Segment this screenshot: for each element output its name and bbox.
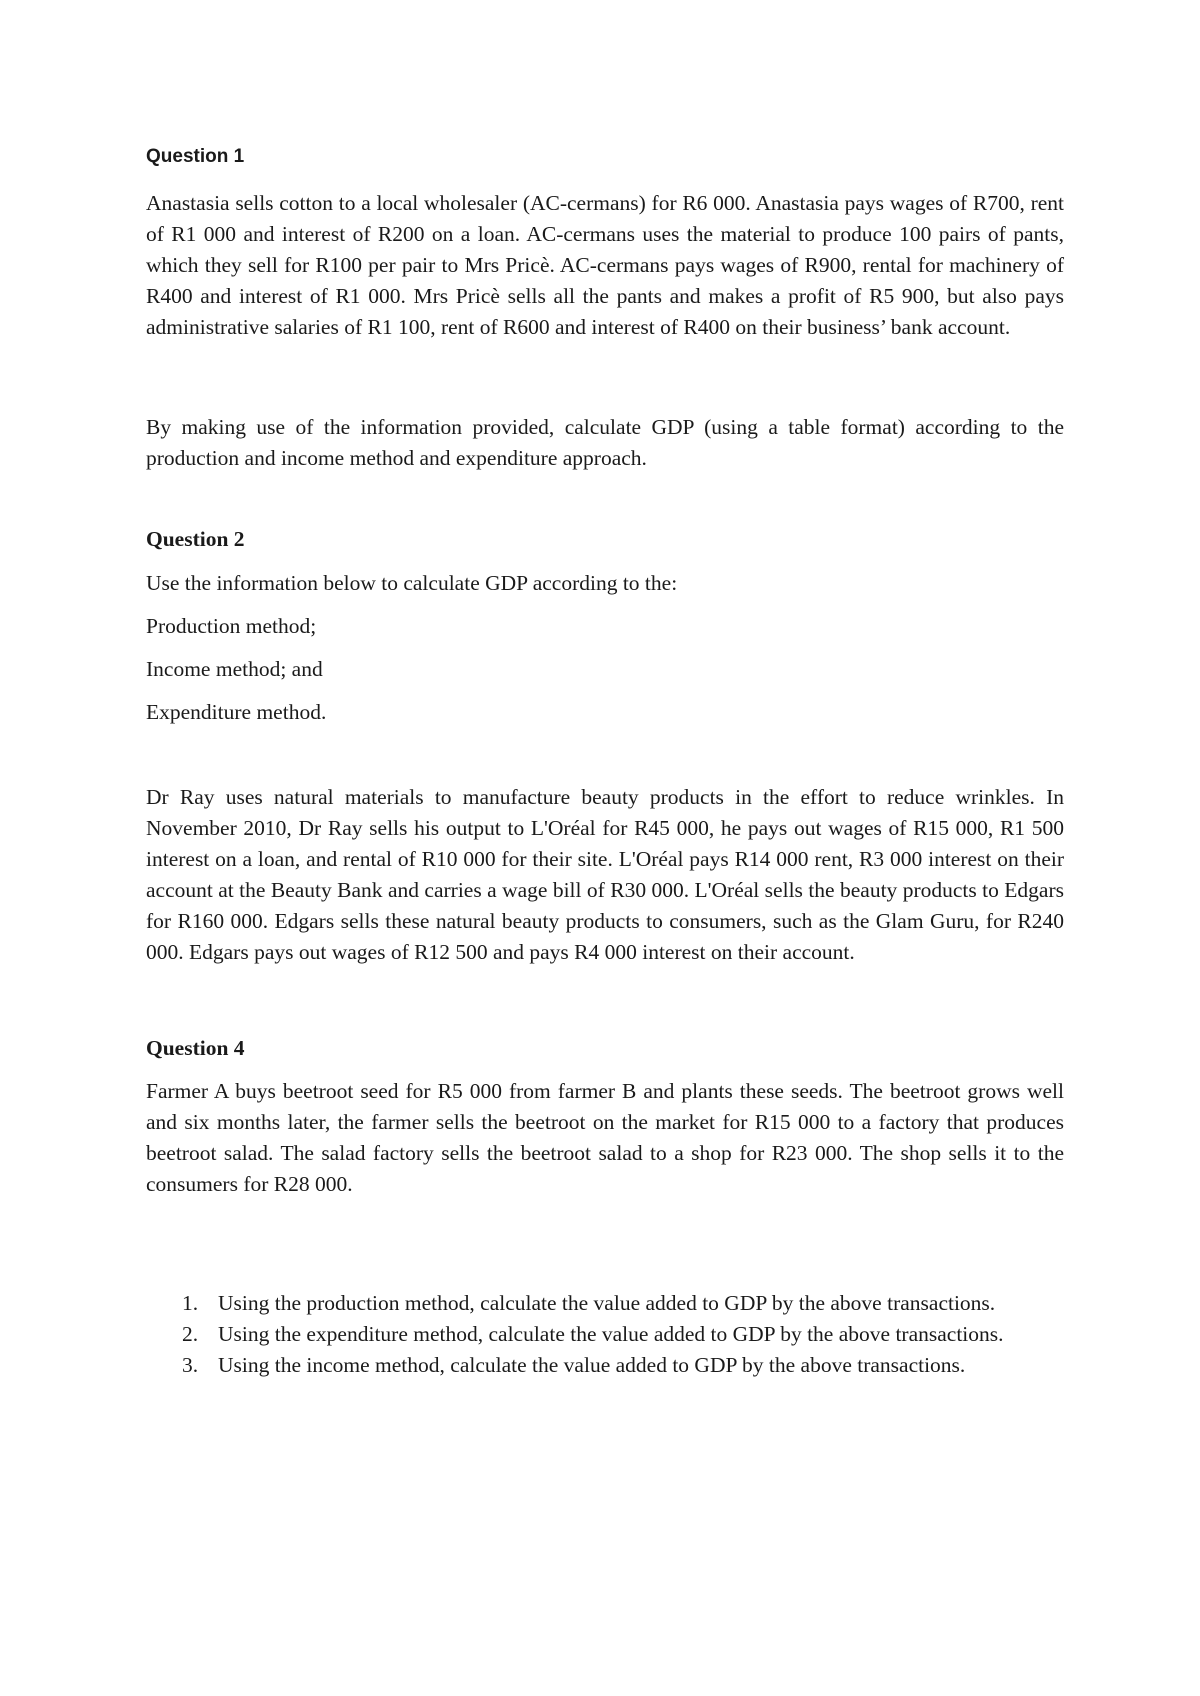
question-2-title: Question 2 bbox=[146, 527, 245, 551]
task-number: 1. bbox=[182, 1291, 199, 1315]
question-4-task-list bbox=[146, 1288, 1064, 1381]
question-4-task bbox=[146, 1288, 1064, 1319]
task-text: Using the production method, calculate the value added to GDP by the above transactions. bbox=[218, 1291, 996, 1315]
task-number: 2. bbox=[182, 1322, 199, 1346]
task-text: Using the expenditure method, calculate the value added to GDP by the above transactions. bbox=[218, 1322, 1004, 1346]
question-2-intro: Use the information below to calculate GDP according to the: bbox=[146, 571, 678, 595]
question-1-scenario: Anastasia sells cotton to a local wholesaler (AC-cermans) for R6 000. Anastasia pays wages of R700, rent of R1 000 and interest of R200 on a loan. AC-cermans uses the material to produce 100 pairs of pants, which they sell for R100 per pair to Mrs Pricè. AC-cermans pays wages of R900, rental for machinery of R400 and interest of R1 000. Mrs Pricè sells all the pants and makes a profit of R5 900, but also pays administrative salaries of R1 100, rent of R600 and interest of R400 on their business’ bank account. bbox=[146, 191, 1064, 339]
task-number: 3. bbox=[182, 1353, 199, 1377]
question-2-method-expenditure: Expenditure method. bbox=[146, 700, 327, 724]
question-2-method-income: Income method; and bbox=[146, 657, 323, 681]
task-text: Using the income method, calculate the value added to GDP by the above transactions. bbox=[218, 1353, 966, 1377]
question-4-task bbox=[146, 1319, 1064, 1350]
question-4-task bbox=[146, 1350, 1064, 1381]
question-2-method-production: Production method; bbox=[146, 614, 317, 638]
question-1-title: Question 1 bbox=[146, 146, 245, 167]
question-2-scenario: Dr Ray uses natural materials to manufacture beauty products in the effort to reduce wrinkles. In November 2010, Dr Ray sells his output to L'Oréal for R45 000, he pays out wages of R15 000, R1 500 interest on a loan, and rental of R10 000 for their site. L'Oréal pays R14 000 rent, R3 000 interest on their account at the Beauty Bank and carries a wage bill of R30 000. L'Oréal sells the beauty products to Edgars for R160 000. Edgars sells these natural beauty products to consumers, such as the Glam Guru, for R240 000. Edgars pays out wages of R12 500 and pays R4 000 interest on their account. bbox=[146, 785, 1064, 964]
question-4-scenario: Farmer A buys beetroot seed for R5 000 from farmer B and plants these seeds. The beetroot grows well and six months later, the farmer sells the beetroot on the market for R15 000 to a factory that produces beetroot salad. The salad factory sells the beetroot salad to a shop for R23 000. The shop sells it to the consumers for R28 000. bbox=[146, 1079, 1064, 1196]
question-4-title: Question 4 bbox=[146, 1036, 245, 1060]
question-1-instruction: By making use of the information provided, calculate GDP (using a table format) according to the production and income method and expenditure approach. bbox=[146, 415, 1064, 470]
